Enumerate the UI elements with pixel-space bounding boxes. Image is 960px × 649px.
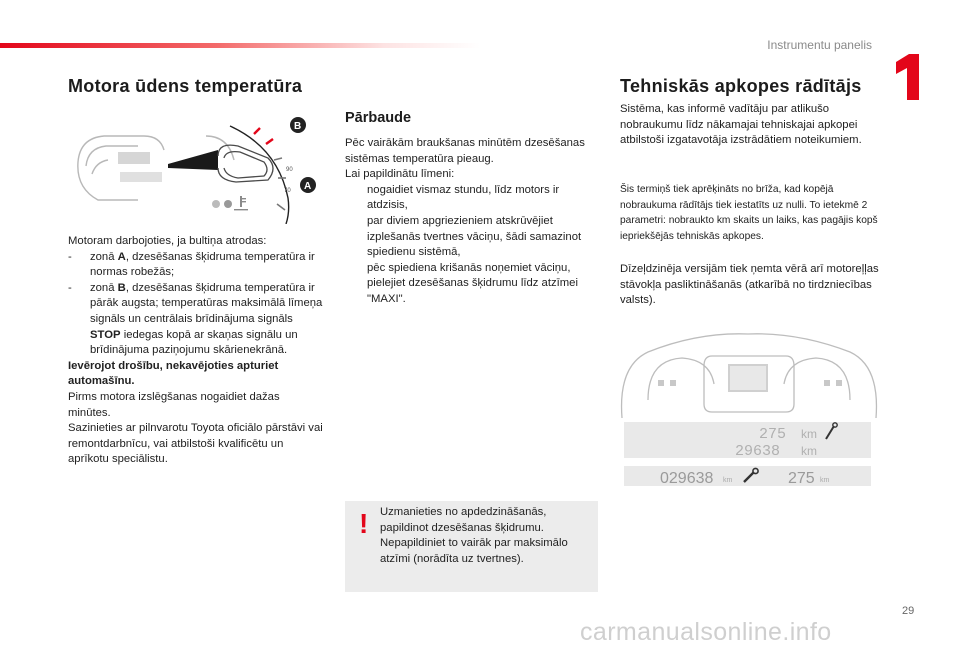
safety-warning: Ievērojot drošību, nekavējoties apturiet automašīnu. [68,359,279,388]
service-display-panel [624,422,871,458]
service-remaining-value: 275 [788,470,815,486]
page-number: 29 [902,605,915,617]
contact-text: Sazinieties ar pilnvarotu Toyota oficiālo pārstāvi vai remontdarbnīcu, vai atbilstoši kvalificētu un aprīkotu speciālistu. [68,422,323,466]
warning-box [345,501,598,592]
page-title: Motora ūdens temperatūra [68,76,303,96]
list-item: par diviem apgriezieniem atskrūvējiet izplešanās tvertnes vāciņu, šādi samazinot spiedienu sistēmā, [367,214,582,259]
diesel-note: Dīzeļdzinēja versijām tiek ņemta vērā arī motoreļļas stāvokļa pasliktināšanās (atkarībā no tirdzniecības valsts). [620,263,879,307]
list-item: - zonā A, dzesēšanas šķidruma temperatūra ir normas robežās; [68,250,315,279]
intro-text: Motoram darbojoties, ja bultiņa atrodas: [68,235,267,247]
service-intro: Sistēma, kas informē vadītāju par atlikušo nobraukumu līdz nākamajai tehniskajai apkopei atbilstoši izgatavotāja izstrādātiem noteikumiem. [620,103,862,147]
svg-text:B: B [294,121,302,132]
service-km-digital: 275 [759,426,787,443]
svg-text:70: 70 [284,188,291,194]
list-item: pēc spiediena krišanās noņemiet vāciņu, [367,261,571,274]
left-body [68,234,324,468]
odometer-value: 029638 [660,470,714,486]
svg-text:A: A [304,181,312,192]
list-item: nogaidiet vismaz stundu, līdz motors ir atdzisis, [367,183,560,212]
list-item: - zonā B, dzesēšanas šķidruma temperatūra ir pārāk augsta; temperatūras maksimālā līmeņa signāls un centrālais brīdinājuma signāls STOP iedegas kopā ar skaņas signālu un brīdinājuma paziņojumu skārienekrānā. [68,281,323,357]
watermark: carmanualsonline.info [580,618,832,646]
svg-text:km: km [723,477,733,484]
odometer-display-panel [624,466,871,486]
section-title: Instrumentu panelis [767,38,872,52]
chapter-number [893,52,927,102]
warning-text: Uzmanieties no apdedzināšanās, papildinot dzesēšanas šķidrumu. Nepapildiniet to vairāk par maksimālo atzīmi (norādīta uz tvertnes). [380,506,568,565]
temperature-gauge-figure [68,112,328,224]
service-calculation-text: Šis termiņš tiek aprēķināts no brīža, kad kopējā nobraukuma rādītājs tiek iestatīts uz nulli. To ietekmē 2 parametri: nobraukto km skaits un laiks, kas pagājis kopš iepriekšējās tehniskās apkopes. [620,184,878,243]
exclamation-icon: ! [359,508,369,539]
svg-text:90: 90 [286,167,293,173]
section-heading: Pārbaude [345,110,412,126]
svg-text:1: 1 [910,82,911,83]
header-accent-bar [0,43,480,48]
instrument-cluster-figure [618,322,880,420]
svg-text:km: km [820,477,830,484]
list-item: pielejiet dzesēšanas šķidrumu līdz atzīmei "MAXI". [367,277,578,305]
svg-text:km: km [801,444,817,458]
total-km-digital: 29638 [735,443,781,458]
wait-text: Pirms motora izslēgšanas nogaidiet dažas minūtes. [68,390,280,419]
intro-text: Pēc vairākām braukšanas minūtēm dzesēšanas sistēmas temperatūra pieaug. [345,137,585,165]
svg-text:km: km [801,427,817,441]
middle-body [345,136,601,308]
refill-heading: Lai papildinātu līmeni: [345,168,455,181]
section-title-service: Tehniskās apkopes rādītājs [620,76,862,96]
